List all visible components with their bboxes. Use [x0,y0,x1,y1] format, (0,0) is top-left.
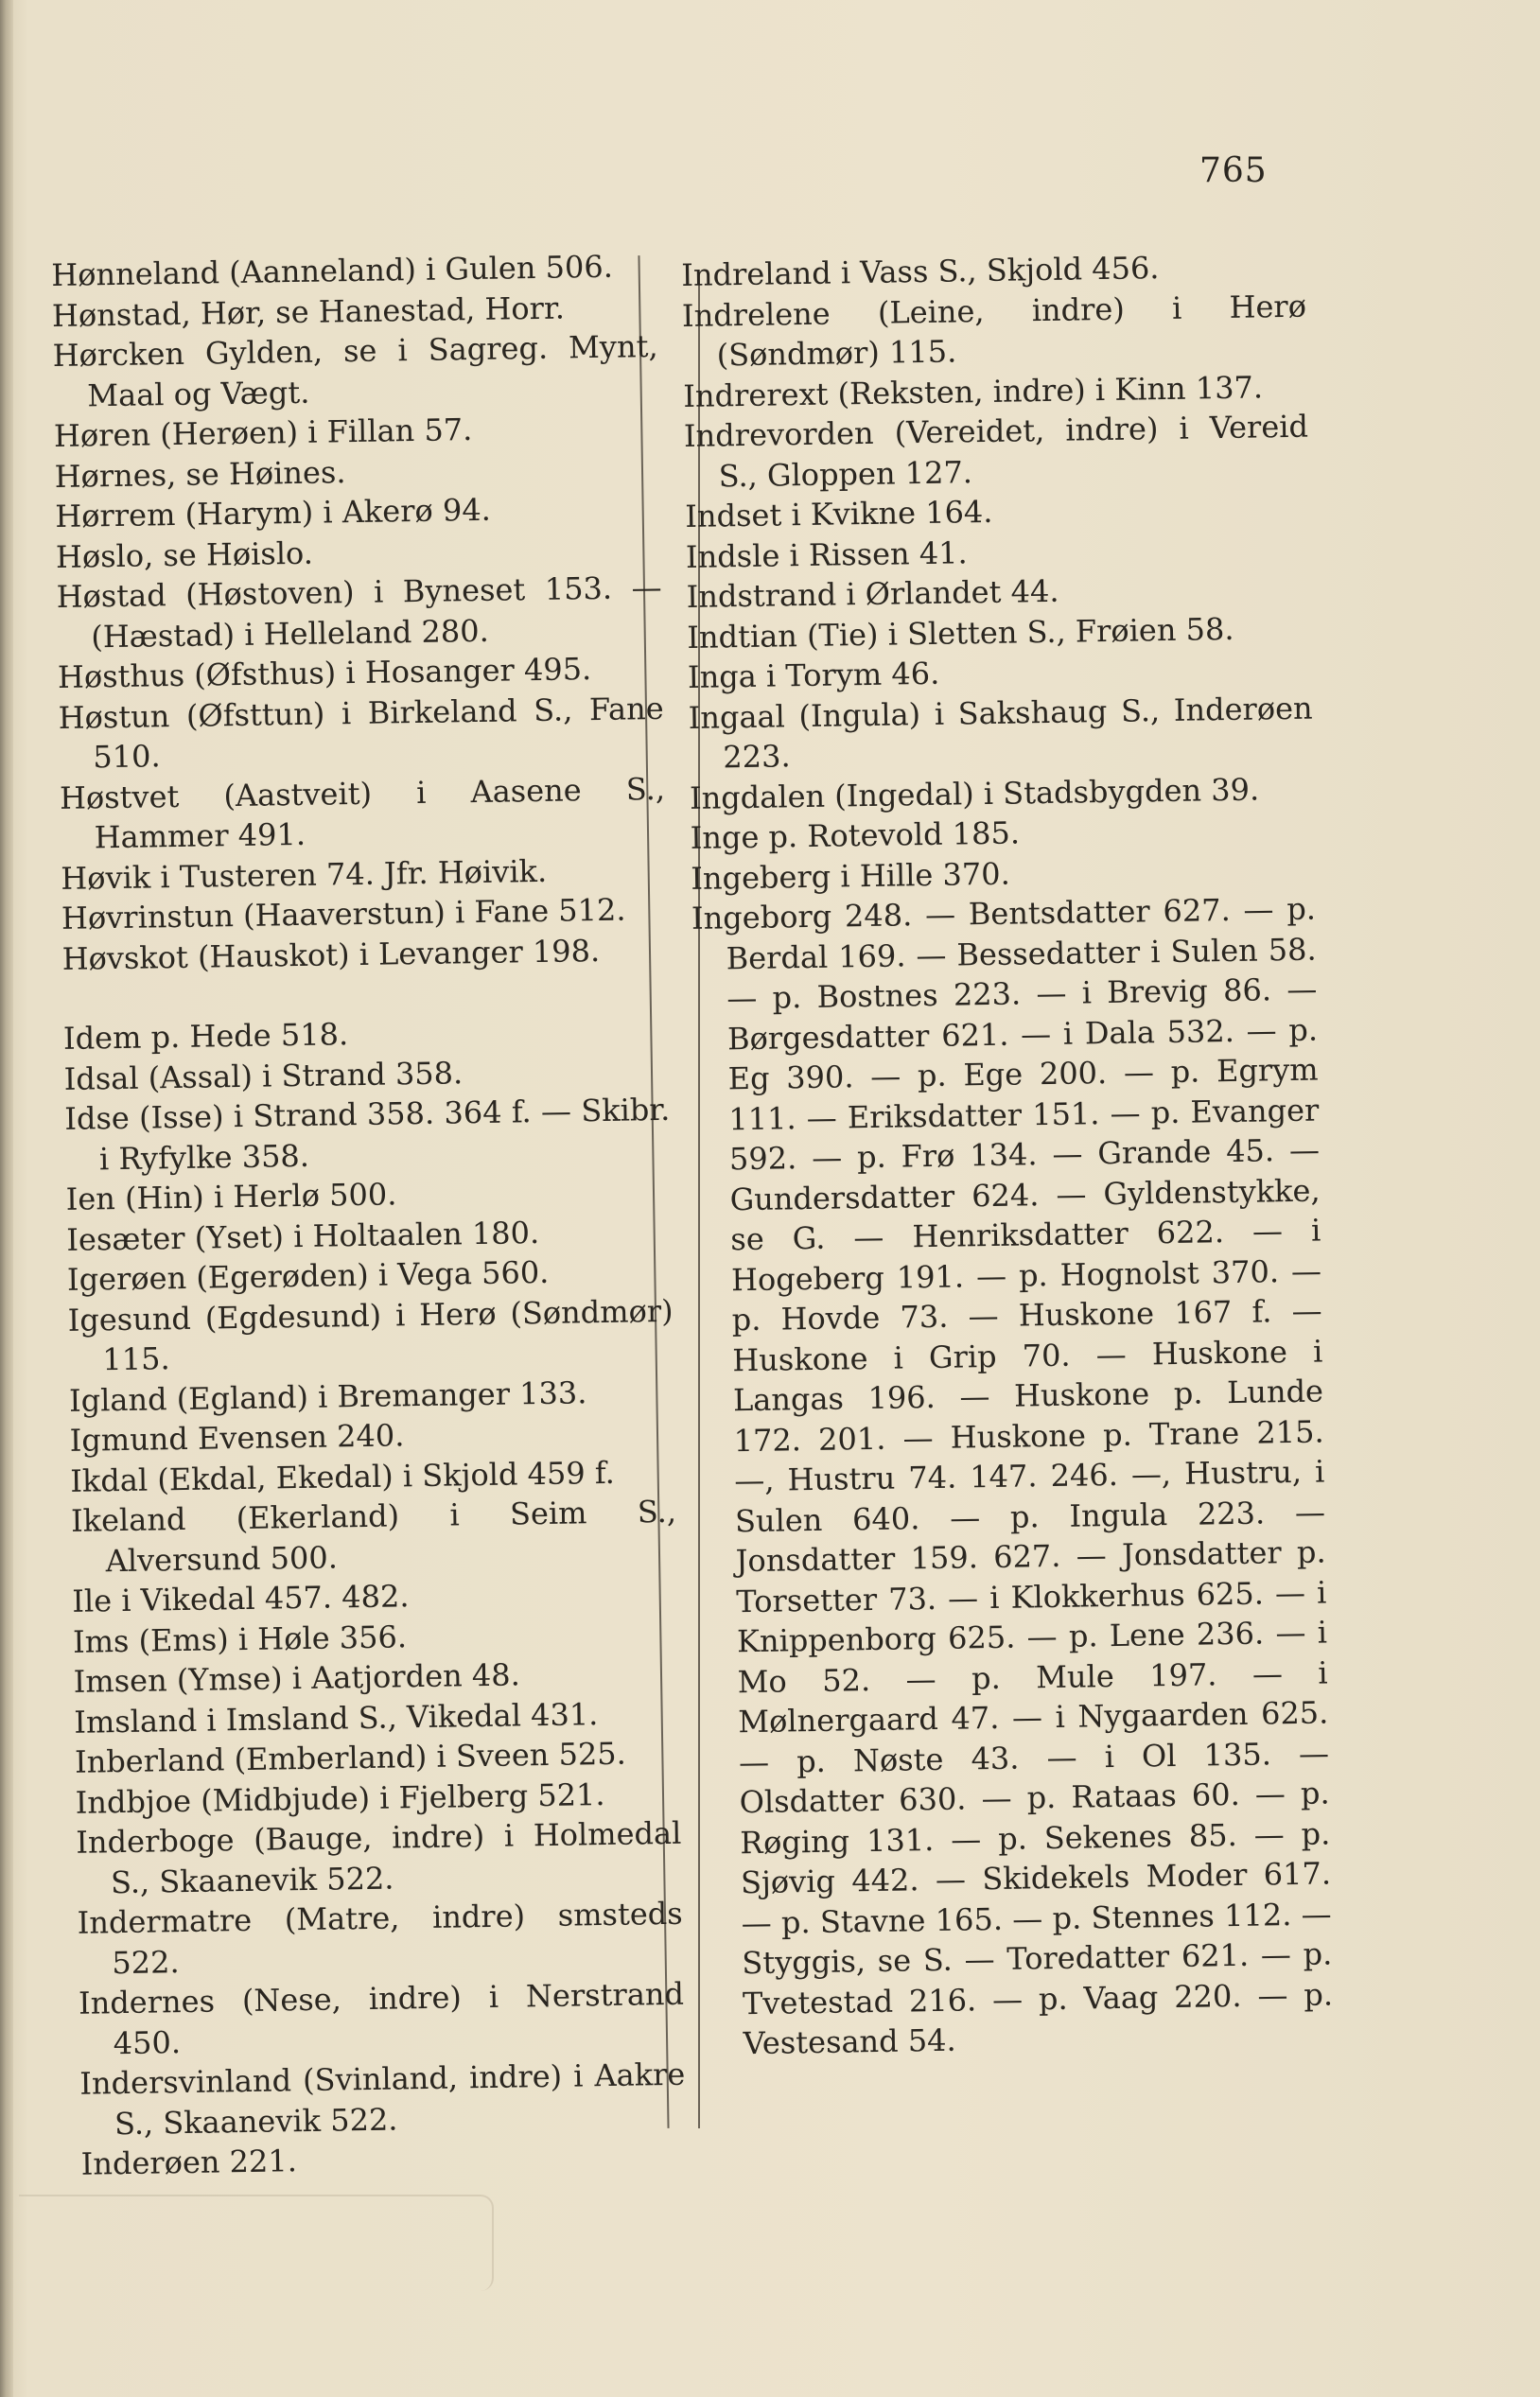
index-entry: Idse (Isse) i Strand 358. 364 f. — Skibr. i Ryfylke 358. [64,1091,671,1177]
page-number: 765 [1199,151,1268,190]
index-entry: Inga i Torym 46. [687,655,940,695]
index-entry: Iesæter (Yset) i Holtaalen 180. [66,1214,540,1258]
index-entry: Inderboge (Bauge, indre) i Holmedal S., Skaanevik 522. [76,1814,682,1900]
index-entry: Hørcken Gylden, se i Sagreg. Mynt, Maal og Vægt. [52,327,658,413]
index-entry: Igmund Evensen 240. [69,1417,405,1459]
index-entry: Hørrem (Harym) i Akerø 94. [55,491,492,534]
index-entry: Hønstad, Hør, se Hanestad, Horr. [51,289,566,334]
index-column-left [51,246,687,2184]
index-entry-ingeborg: Ingeborg 248. — Bentsdatter 627. — p. Berdal 169. — Bessedatter i Sulen 58. — p. Bostnes 223. — i Brevig 86. — Børgesdatter 621. — i Dala 532. — p. Eg 390. — p. Ege 200. — p. Egrym 111. — Eriksdatter 151. — p. Evanger 592. — p. Frø 134. — Grande 45. — Gundersdatter 624. — Gyldenstykke, se G. — Henriksdatter 622. — i Hogeberg 191. — p. Hognolst 370. — p. Hovde 73. — Huskone 167 f. — Huskone i Grip 70. — Huskone i Langas 196. — Huskone p. Lunde 172. 201. — Huskone p. Trane 215. —, Hustru 74. 147. 246. —, Hustru, i Sulen 640. — p. Ingula 223. — Jonsdatter 159. 627. — Jonsdatter p. Torsetter 73. — i Klokkerhus 625. — i Knippenborg 625. — p. Lene 236. — i Mo 52. — p. Mule 197. — i Mølnergaard 47. — i Nygaarden 625. — p. Nøste 43. — i Ol 135. — Olsdatter 630. — p. Rataas 60. — p. Røging 131. — p. Sekenes 85. — p. Sjøvig 442. — Skidekels Moder 617. — p. Stavne 165. — p. Stennes 112. — Styggis, se S. — Toredatter 621. — p. Tvetestad 216. — p. Vaag 220. — p. Vestesand 54. [691,890,1334,2062]
index-entry: Ile i Vikedal 457. 482. [72,1578,410,1619]
index-entry: Indsle i Rissen 41. [685,534,968,575]
index-entry: Høstad (Høstoven) i Byneset 153. — (Hæstad) i Helleland 280. [56,569,662,655]
index-entry: Igland (Egland) i Bremanger 133. [68,1373,587,1419]
index-entry: Ikeland (Ekerland) i Seim S., Alversund 500. [70,1493,677,1579]
index-entry: Høvik i Tusteren 74. Jfr. Høivik. [61,852,548,897]
index-entry: Høstun (Øfsttun) i Birkeland S., Fane 510. [58,690,664,776]
index-entry: Indernes (Nese, indre) i Nerstrand 450. [78,1975,685,2061]
index-entry: Indermatre (Matre, indre) smsteds 522. [77,1895,683,1981]
index-entry: Indrevorden (Vereidet, indre) i Vereid S., Gloppen 127. [683,408,1309,494]
index-entry: Indersvinland (Svinland, indre) i Aakre S., Skaanevik 522. [79,2056,686,2142]
index-entry: Ingeberg i Hille 370. [691,855,1011,897]
index-entry: Indset i Kvikne 164. [685,493,993,534]
index-entry: Høsthus (Øfsthus) i Hosanger 495. [57,651,592,695]
index-entry: Indrelene (Leine, indre) i Herø (Søndmør) 115. [681,288,1307,374]
index-entry: Imsen (Ymse) i Aatjorden 48. [73,1656,521,1700]
index-entry: Inge p. Rotevold 185. [690,814,1021,856]
index-entry: Igesund (Egdesund) i Herø (Søndmør) 115. [67,1292,674,1378]
index-entry: Indstrand i Ørlandet 44. [686,572,1059,615]
index-entry: Høvskot (Hauskot) i Levanger 198. [61,932,601,977]
index-entry: Indrerext (Reksten, indre) i Kinn 137. [683,368,1264,414]
index-entry: Høren (Herøen) i Fillan 57. [53,411,473,454]
index-entry: Indtian (Tie) i Sletten S., Frøien 58. [687,610,1234,656]
index-entry: Inberland (Emberland) i Sveen 525. [74,1735,627,1780]
index-column-right [681,246,1334,2065]
index-entry: Indbjoe (Midbjude) i Fjelberg 521. [75,1776,605,1821]
index-entry: Ingdalen (Ingedal) i Stadsbygden 39. [689,770,1260,816]
index-entry: Ikdal (Ekdal, Ekedal) i Skjold 459 f. [70,1454,616,1499]
page-binding-edge [0,0,13,2397]
index-entry: Idem p. Hede 518. [62,1016,349,1057]
index-entry: Idsal (Assal) i Strand 358. [63,1054,464,1097]
index-entry: Hørnes, se Høines. [54,453,346,495]
index-entry: Høstvet (Aastveit) i Aasene S., Hammer 491. [59,770,666,856]
index-entry: Imsland i Imsland S., Vikedal 431. [74,1695,599,1741]
index-entry: Ims (Ems) i Høle 356. [72,1618,408,1660]
index-entry: Hønneland (Aanneland) i Gulen 506. [51,248,614,293]
index-entry: Indreland i Vass S., Skjold 456. [681,250,1160,293]
index-entry: Igerøen (Egerøden) i Vega 560. [66,1253,550,1298]
index-entry: Høvrinstun (Haaverstun) i Fane 512. [61,891,626,936]
index-entry: Inderøen 221. [80,2143,298,2182]
index-entry: Høslo, se Høislo. [55,534,314,575]
index-entry: Ien (Hin) i Herlø 500. [65,1176,397,1217]
index-entry: Ingaal (Ingula) i Sakshaug S., Inderøen 223. [688,690,1313,776]
page-edge-shadow [19,2195,494,2291]
